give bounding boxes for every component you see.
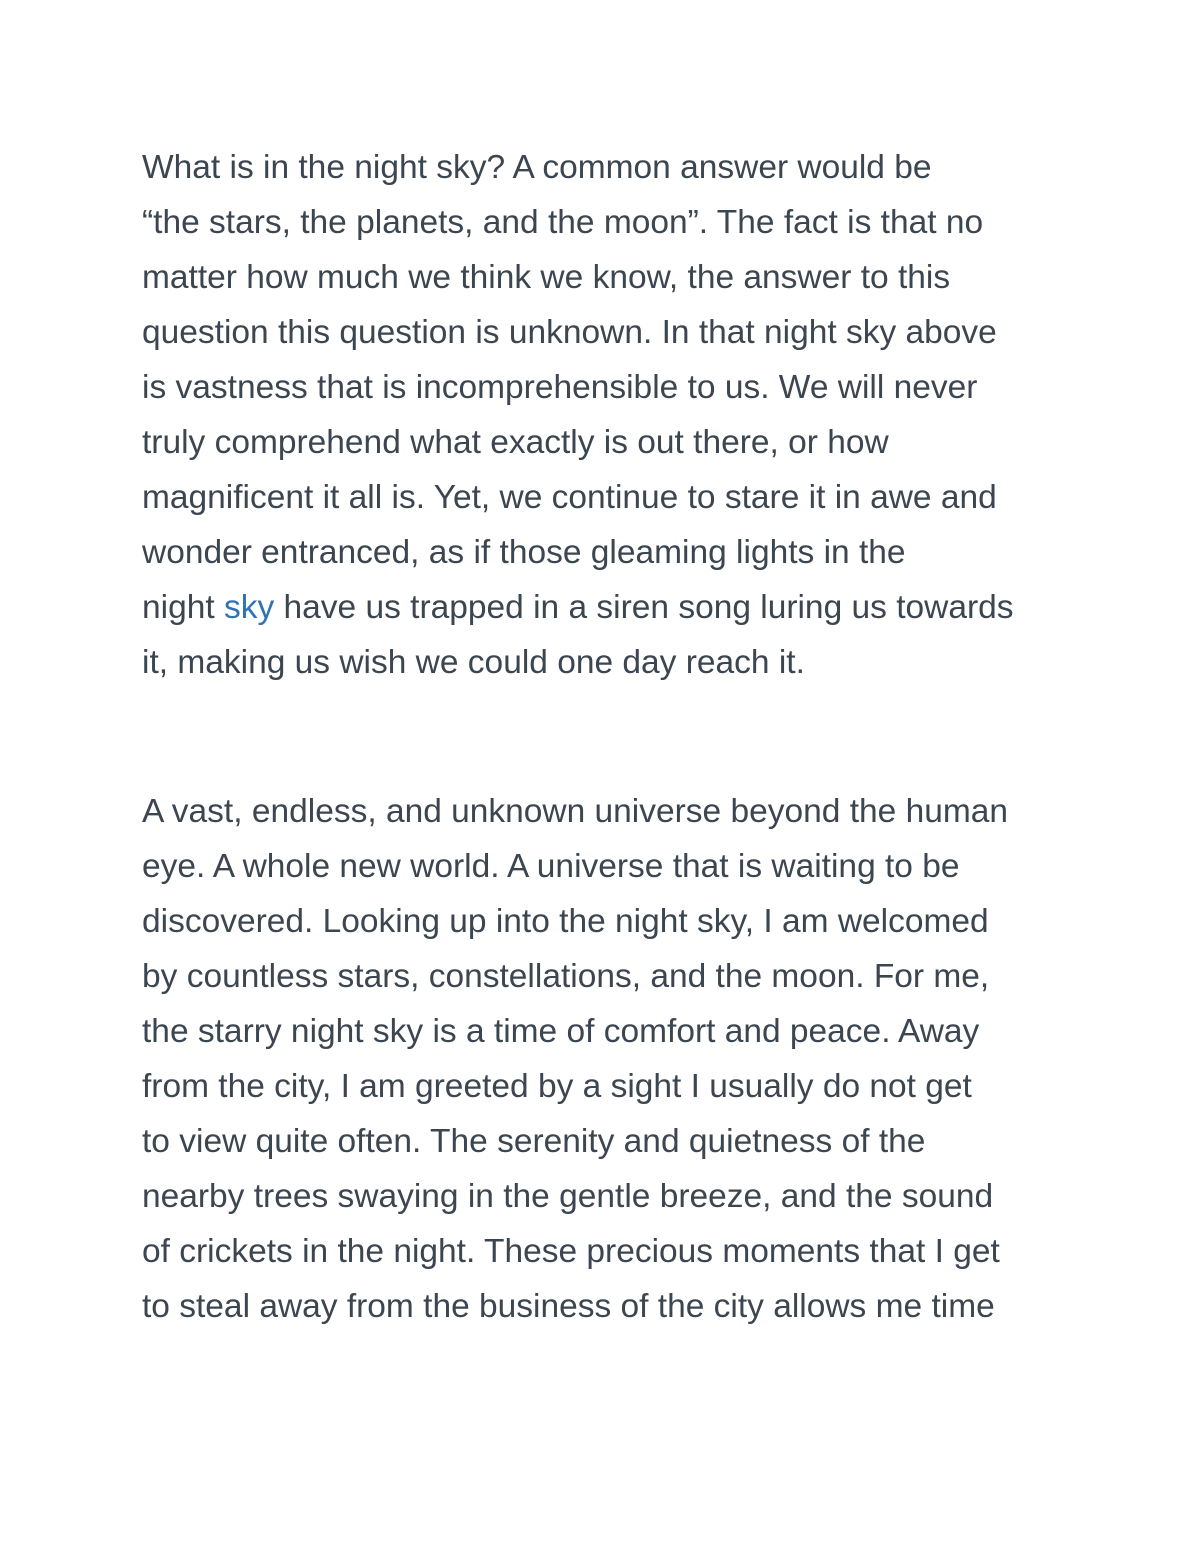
text-line: to view quite often. The serenity and quietness of the bbox=[142, 1123, 926, 1160]
text-line: is vastness that is incomprehensible to us. We will never bbox=[142, 369, 978, 406]
sky-link[interactable]: sky bbox=[223, 589, 275, 626]
text-line: What is in the night sky? A common answer would be bbox=[142, 149, 932, 186]
text-line: by countless stars, constellations, and the moon. For me, bbox=[142, 958, 990, 995]
text-line: nearby trees swaying in the gentle breeze, and the sound bbox=[142, 1178, 994, 1215]
text-line: to steal away from the business of the city allows me time bbox=[142, 1288, 995, 1325]
text-line: of crickets in the night. These precious moments that I get bbox=[142, 1233, 1000, 1270]
paragraph-1 bbox=[142, 140, 1102, 690]
text-line: question this question is unknown. In that night sky above bbox=[142, 314, 997, 351]
text-line: eye. A whole new world. A universe that is waiting to be bbox=[142, 848, 960, 885]
text-segment: night bbox=[142, 589, 224, 626]
text-line: it, making us wish we could one day reach it. bbox=[142, 644, 805, 681]
text-line: truly comprehend what exactly is out there, or how bbox=[142, 424, 889, 461]
paragraph-2 bbox=[142, 784, 1102, 1334]
text-line: matter how much we think we know, the answer to this bbox=[142, 259, 951, 296]
text-line: A vast, endless, and unknown universe beyond the human bbox=[142, 793, 1008, 830]
text-line-with-link bbox=[142, 580, 1102, 635]
text-line: magnificent it all is. Yet, we continue to stare it in awe and bbox=[142, 479, 997, 516]
text-line: “the stars, the planets, and the moon”. The fact is that no bbox=[142, 204, 984, 241]
text-line: wonder entranced, as if those gleaming lights in the bbox=[142, 534, 906, 571]
text-line: discovered. Looking up into the night sky, I am welcomed bbox=[142, 903, 989, 940]
text-line: from the city, I am greeted by a sight I usually do not get bbox=[142, 1068, 972, 1105]
text-line: the starry night sky is a time of comfort and peace. Away bbox=[142, 1013, 980, 1050]
text-segment: have us trapped in a siren song luring us towards bbox=[274, 589, 1014, 626]
